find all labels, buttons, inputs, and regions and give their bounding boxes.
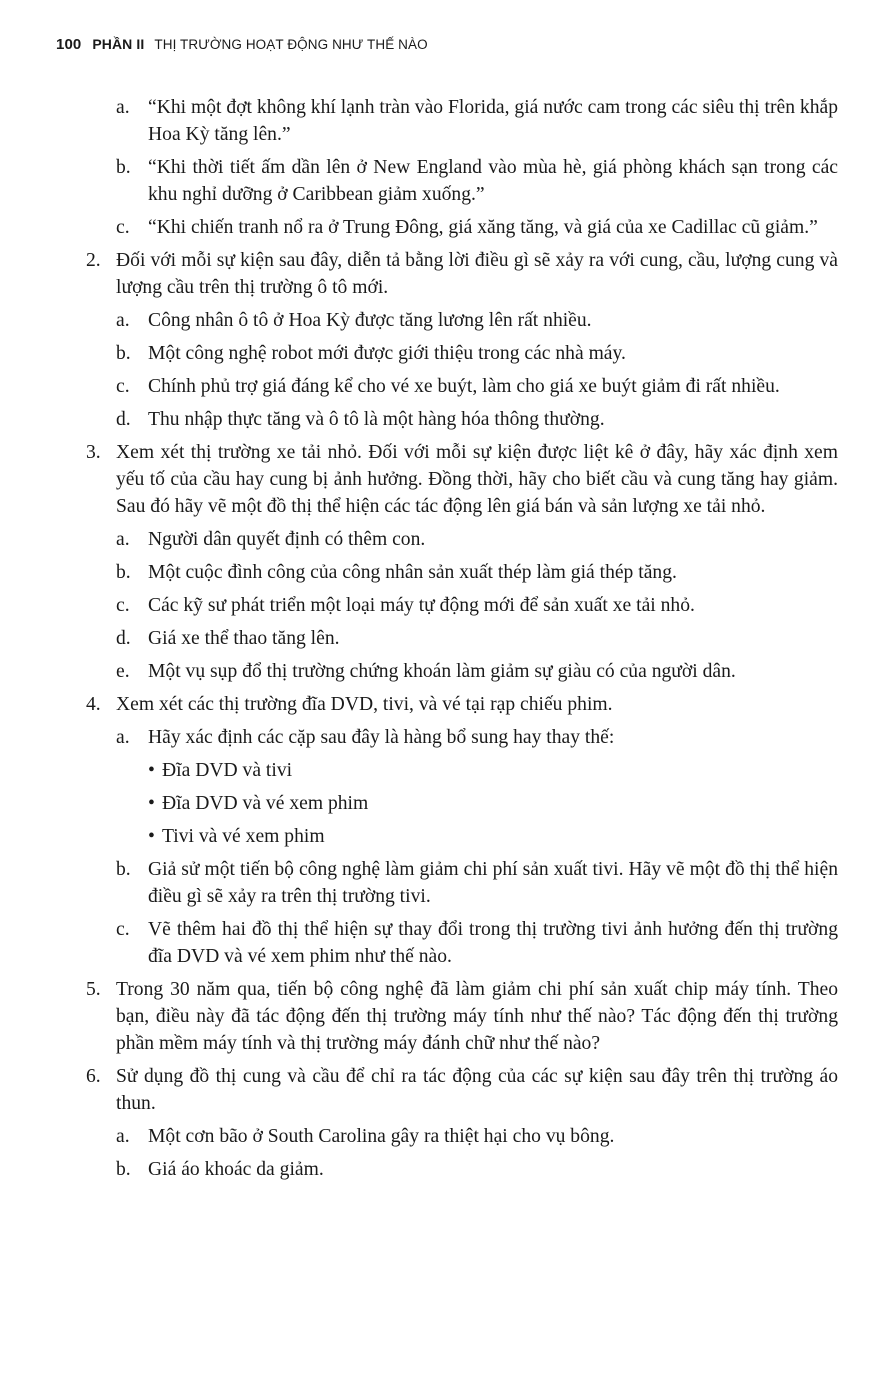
item-letter: b.	[116, 157, 131, 178]
q2-item-a	[116, 307, 838, 334]
item-text: “Khi thời tiết ấm dần lên ở New England vào mùa hè, giá phòng khách sạn trong các khu nghỉ dưỡng ở Caribbean giảm xuống.”	[148, 157, 838, 205]
item-text: Giá áo khoác da giảm.	[148, 1159, 324, 1180]
exercise-list	[86, 90, 838, 1185]
q3-item-e	[116, 658, 838, 685]
question-4	[86, 691, 838, 718]
q3-item-d	[116, 625, 838, 652]
question-number: 4.	[86, 694, 101, 715]
question-number: 6.	[86, 1066, 101, 1087]
bullet-dot: •	[148, 760, 155, 781]
item-text: Các kỹ sư phát triển một loại máy tự động mới để sản xuất xe tải nhỏ.	[148, 595, 695, 616]
question-number: 5.	[86, 979, 101, 1000]
question-text: Sử dụng đồ thị cung và cầu để chỉ ra tác động của các sự kiện sau đây trên thị trường áo thun.	[116, 1066, 838, 1114]
bullet-dot: •	[148, 826, 155, 847]
q3-item-b	[116, 559, 838, 586]
question-2	[86, 247, 838, 301]
bullet-text: Đĩa DVD và vé xem phim	[162, 793, 369, 814]
bullet-text: Đĩa DVD và tivi	[162, 760, 293, 781]
item-text: Giá xe thể thao tăng lên.	[148, 628, 340, 649]
item-text: Chính phủ trợ giá đáng kể cho vé xe buýt, làm cho giá xe buýt giảm đi rất nhiều.	[148, 376, 780, 397]
q4-bullet-3	[148, 823, 838, 850]
item-text: Thu nhập thực tăng và ô tô là một hàng hóa thông thường.	[148, 409, 605, 430]
q4-item-b	[116, 856, 838, 910]
q1-item-a	[116, 94, 838, 148]
item-letter: c.	[116, 919, 130, 940]
q4-bullet-2	[148, 790, 838, 817]
q3-item-a	[116, 526, 838, 553]
item-letter: b.	[116, 343, 131, 364]
running-header	[56, 36, 428, 53]
item-text: “Khi một đợt không khí lạnh tràn vào Florida, giá nước cam trong các siêu thị trên khắp Hoa Kỳ tăng lên.”	[148, 97, 838, 145]
question-3	[86, 439, 838, 520]
item-letter: c.	[116, 376, 130, 397]
item-letter: a.	[116, 1126, 130, 1147]
item-text: Một cơn bão ở South Carolina gây ra thiệt hại cho vụ bông.	[148, 1126, 615, 1147]
item-text: Giả sử một tiến bộ công nghệ làm giảm chi phí sản xuất tivi. Hãy vẽ một đồ thị thể hiện điều gì sẽ xảy ra trên thị trường tivi.	[148, 859, 838, 907]
item-text: Hãy xác định các cặp sau đây là hàng bổ sung hay thay thế:	[148, 727, 615, 748]
question-6	[86, 1063, 838, 1117]
item-letter: a.	[116, 529, 130, 550]
item-letter: a.	[116, 310, 130, 331]
question-5	[86, 976, 838, 1057]
bullet-text: Tivi và vé xem phim	[162, 826, 325, 847]
item-letter: a.	[116, 97, 130, 118]
question-text: Xem xét thị trường xe tải nhỏ. Đối với mỗi sự kiện được liệt kê ở đây, hãy xác định xem yếu tố của cầu hay cung bị ảnh hưởng. Đồng thời, hãy cho biết cầu và cung tăng hay giảm. Sau đó hãy vẽ một đồ thị thể hiện các tác động lên giá bán và sản lượng xe tải nhỏ.	[116, 442, 838, 517]
item-text: Người dân quyết định có thêm con.	[148, 529, 426, 550]
q1-item-b	[116, 154, 838, 208]
item-text: Công nhân ô tô ở Hoa Kỳ được tăng lương lên rất nhiều.	[148, 310, 592, 331]
q6-item-b	[116, 1156, 838, 1183]
question-number: 3.	[86, 442, 101, 463]
q4-item-a	[116, 724, 838, 751]
item-letter: b.	[116, 1159, 131, 1180]
item-letter: a.	[116, 727, 130, 748]
question-text: Trong 30 năm qua, tiến bộ công nghệ đã làm giảm chi phí sản xuất chip máy tính. Theo bạn, điều này đã tác động đến thị trường máy tính như thế nào? Tác động đến thị trường phần mềm máy tính và thị trường máy đánh chữ như thế nào?	[116, 979, 838, 1054]
item-letter: b.	[116, 562, 131, 583]
item-letter: d.	[116, 409, 131, 430]
q3-item-c	[116, 592, 838, 619]
part-title: THỊ TRƯỜNG HOẠT ĐỘNG NHƯ THẾ NÀO	[154, 37, 428, 52]
item-letter: c.	[116, 595, 130, 616]
item-letter: e.	[116, 661, 130, 682]
question-text: Đối với mỗi sự kiện sau đây, diễn tả bằng lời điều gì sẽ xảy ra với cung, cầu, lượng cung và lượng cầu trên thị trường ô tô mới.	[116, 250, 838, 298]
item-text: Một vụ sụp đổ thị trường chứng khoán làm giảm sự giàu có của người dân.	[148, 661, 736, 682]
page-number: 100	[56, 36, 82, 53]
q2-item-c	[116, 373, 838, 400]
question-number: 2.	[86, 250, 101, 271]
item-text: Một công nghệ robot mới được giới thiệu trong các nhà máy.	[148, 343, 626, 364]
item-letter: c.	[116, 217, 130, 238]
q6-item-a	[116, 1123, 838, 1150]
item-text: Một cuộc đình công của công nhân sản xuất thép làm giá thép tăng.	[148, 562, 677, 583]
question-text: Xem xét các thị trường đĩa DVD, tivi, và vé tại rạp chiếu phim.	[116, 694, 613, 715]
item-text: “Khi chiến tranh nổ ra ở Trung Đông, giá xăng tăng, và giá của xe Cadillac cũ giảm.”	[148, 217, 818, 238]
item-text: Vẽ thêm hai đồ thị thể hiện sự thay đổi trong thị trường tivi ảnh hưởng đến thị trường đĩa DVD và vé xem phim như thế nào.	[148, 919, 838, 967]
q2-item-b	[116, 340, 838, 367]
part-label: PHẦN II	[92, 36, 145, 52]
q4-item-c	[116, 916, 838, 970]
item-letter: d.	[116, 628, 131, 649]
q4-bullet-1	[148, 757, 838, 784]
q1-item-c	[116, 214, 838, 241]
bullet-dot: •	[148, 793, 155, 814]
q2-item-d	[116, 406, 838, 433]
item-letter: b.	[116, 859, 131, 880]
